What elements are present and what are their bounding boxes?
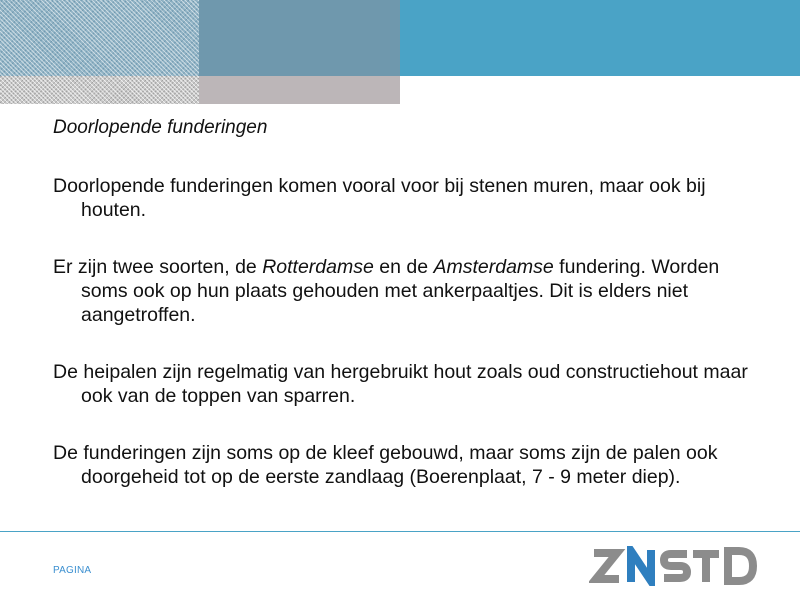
slide-subtitle: Doorlopende funderingen [53, 117, 268, 138]
body-paragraph [53, 360, 753, 408]
slide-body [53, 174, 753, 489]
paragraph-text: fundering. Worden soms ook op hun plaats gehouden met ankerpaaltjes. Dit is elders niet aangetroffen. [81, 256, 720, 326]
header-pattern-left-bottom [0, 76, 199, 104]
znstd-logo [589, 546, 759, 586]
page-label: PAGINA [53, 565, 92, 576]
header-band-right [400, 0, 800, 76]
body-paragraph [53, 255, 753, 327]
body-paragraph [53, 174, 753, 222]
header-band-middle [199, 0, 400, 76]
paragraph-text: Doorlopende funderingen komen vooral voor bij stenen muren, maar ook bij houten. [53, 175, 706, 221]
emphasized-text: Rotterdamse [262, 256, 374, 278]
paragraph-text: en de [373, 256, 434, 278]
body-paragraph [53, 441, 753, 489]
paragraph-text: Er zijn twee soorten, de [53, 256, 263, 278]
paragraph-text: De funderingen zijn soms op de kleef gebouwd, maar soms zijn de palen ook doorgeheid tot op de eerste zandlaag (Boerenplaat, 7 - 9 meter diep). [53, 442, 718, 488]
header-band-middle-bottom [199, 76, 400, 104]
footer-divider [0, 531, 800, 532]
emphasized-text: Amsterdamse [433, 256, 554, 278]
paragraph-text: De heipalen zijn regelmatig van hergebruikt hout zoals oud constructiehout maar ook van de toppen van sparren. [53, 361, 748, 407]
